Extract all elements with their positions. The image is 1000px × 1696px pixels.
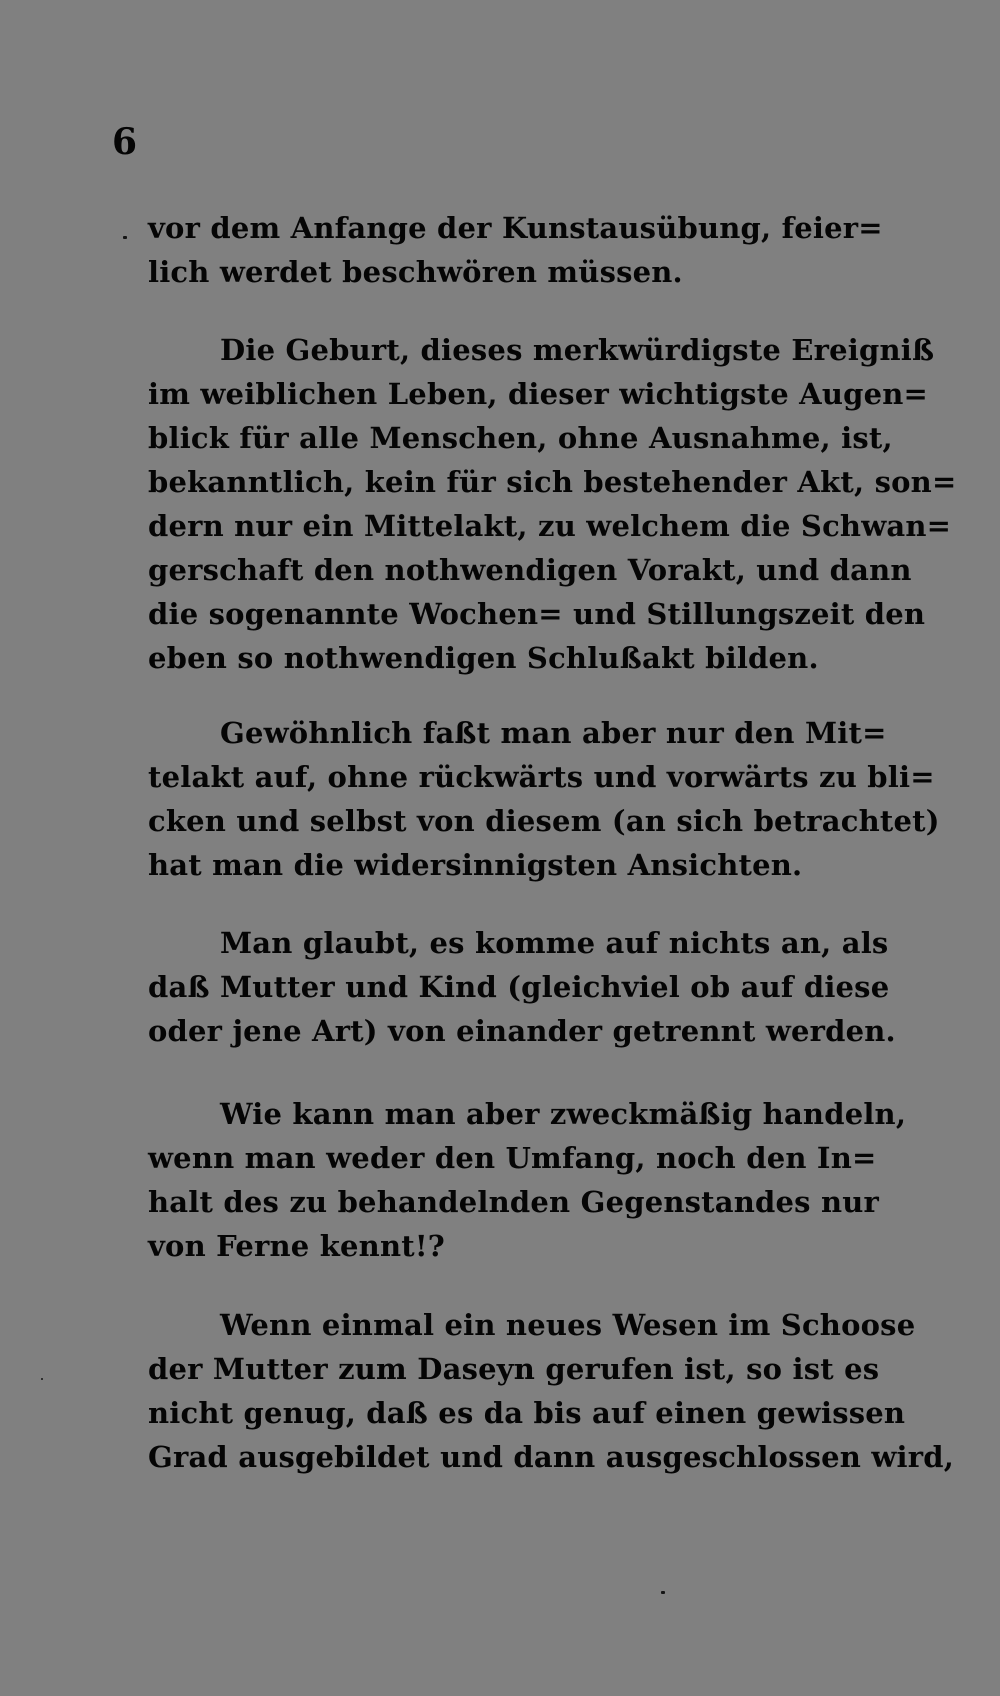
text-line: Wie kann man aber zweckmäßig handeln, xyxy=(220,1097,907,1131)
text-line: eben so nothwendigen Schlußakt bilden. xyxy=(148,641,819,675)
text-line: lich werdet beschwören müssen. xyxy=(148,255,683,289)
print-speck xyxy=(41,1378,43,1380)
text-line: blick für alle Menschen, ohne Ausnahme, ist, xyxy=(148,421,893,455)
text-line: Grad ausgebildet und dann ausgeschlossen wird, xyxy=(148,1440,955,1474)
text-line: der Mutter zum Daseyn gerufen ist, so ist es xyxy=(148,1352,880,1386)
text-line: von Ferne kennt!? xyxy=(148,1229,445,1263)
text-line: Gewöhnlich faßt man aber nur den Mit= xyxy=(220,716,887,750)
paragraph-3 xyxy=(148,711,940,887)
paragraph-1 xyxy=(148,206,883,294)
text-line: Man glaubt, es komme auf nichts an, als xyxy=(220,926,889,960)
text-line: oder jene Art) von einander getrennt werden. xyxy=(148,1014,896,1048)
text-line: Die Geburt, dieses merkwürdigste Ereigniß xyxy=(220,333,935,367)
text-line: hat man die widersinnigsten Ansichten. xyxy=(148,848,803,882)
text-line: daß Mutter und Kind (gleichviel ob auf diese xyxy=(148,970,890,1004)
text-line: nicht genug, daß es da bis auf einen gewissen xyxy=(148,1396,906,1430)
text-line: wenn man weder den Umfang, noch den In= xyxy=(148,1141,877,1175)
paragraph-4 xyxy=(148,921,896,1053)
print-speck xyxy=(123,236,127,239)
text-line: Wenn einmal ein neues Wesen im Schoose xyxy=(220,1308,916,1342)
paragraph-2 xyxy=(148,328,957,680)
text-line: cken und selbst von diesem (an sich betrachtet) xyxy=(148,804,940,838)
text-line: gerschaft den nothwendigen Vorakt, und dann xyxy=(148,553,912,587)
text-line: telakt auf, ohne rückwärts und vorwärts zu bli= xyxy=(148,760,935,794)
print-speck xyxy=(661,1591,665,1594)
text-line: vor dem Anfange der Kunstausübung, feier= xyxy=(148,211,883,245)
text-line: dern nur ein Mittelakt, zu welchem die Schwan= xyxy=(148,509,952,543)
text-line: im weiblichen Leben, dieser wichtigste Augen= xyxy=(148,377,929,411)
text-line: die sogenannte Wochen= und Stillungszeit den xyxy=(148,597,926,631)
paragraph-6 xyxy=(148,1303,955,1479)
page-number: 6 xyxy=(112,121,138,163)
text-line: halt des zu behandelnden Gegenstandes nur xyxy=(148,1185,880,1219)
text-line: bekanntlich, kein für sich bestehender Akt, son= xyxy=(148,465,957,499)
paragraph-5 xyxy=(148,1092,907,1268)
